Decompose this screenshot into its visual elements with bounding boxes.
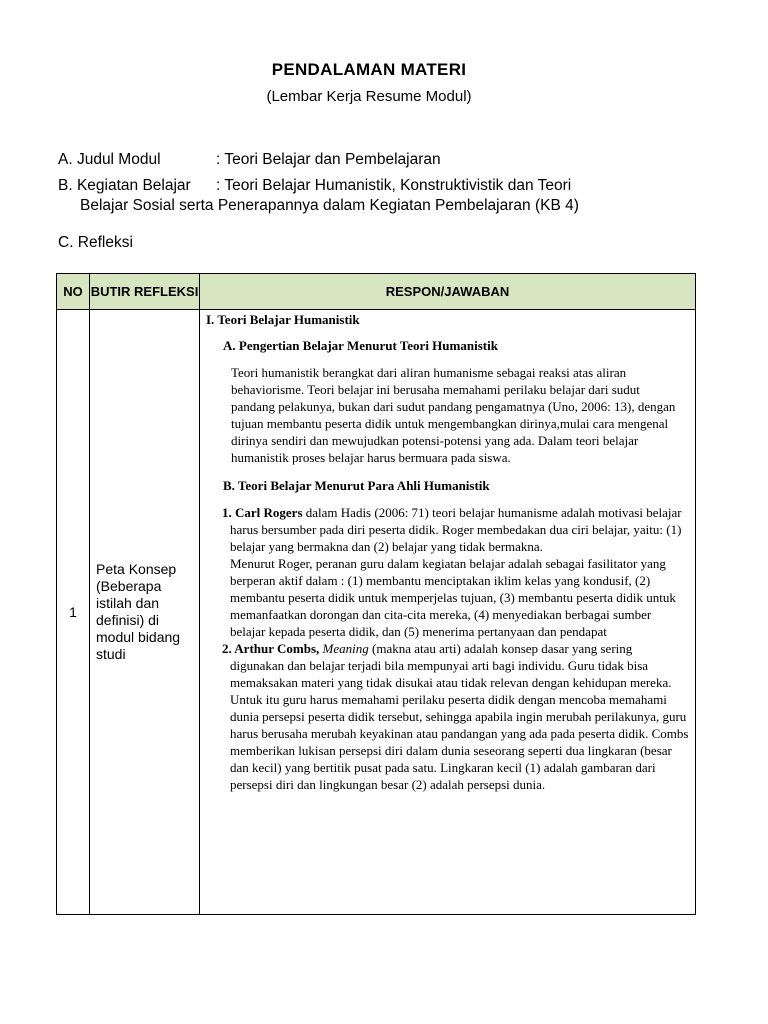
section-heading: I. Teori Belajar Humanistik bbox=[206, 312, 360, 327]
learning-activity-line bbox=[58, 176, 579, 216]
header-no: NO bbox=[57, 274, 90, 310]
subsection-a-text: Teori humanistik berangkat dari aliran humanisme sebagai reaksi atas aliran behaviorisme. Teori belajar ini berusaha memahami perilaku belajar dari sudut pandang pelakunya, bukan dari sudut pandang pengamatnya (Uno, 2006: 13), dengan tujuan membantu peserta didik untuk mengembangkan dirinya,mulai cara mengenal dirinya sendiri dan mewujudkan potensi-potensi yang ada. Dalam teori belajar humanistik proses belajar harus bermuara pada siswa. bbox=[231, 365, 676, 465]
row-number: 1 bbox=[57, 310, 90, 915]
list-item bbox=[222, 504, 689, 555]
expert-text: (makna atau arti) adalah konsep dasar yang sering digunakan dan belajar terjadi bila mempunyai arti bagi individu. Guru tidak bisa memaksakan materi yang tidak disukai atau tidak relevan dengan kehidupan mereka. Untuk itu guru harus memahami perilaku peserta didik dengan mencoba memahami dunia persepsi peserta didik tersebut, sehingga apabila ingin merubah perilakunya, guru harus berusaha merubah keyakinan atau pandangan yang ada pada peserta didik. Combs memberikan lukisan persepsi diri dalam dunia seseorang seperti dua lingkaran (besar dan kecil) yang bertitik pusat pada satu. Lingkaran kecil (1) adalah gambaran dari persepsi diri dan lingkungan besar (2) adalah persepsi dunia. bbox=[230, 641, 689, 792]
module-title-value: : Teori Belajar dan Pembelajaran bbox=[216, 151, 441, 168]
table-row bbox=[57, 310, 696, 915]
expert-term: Meaning bbox=[322, 641, 369, 656]
page-subtitle: (Lembar Kerja Resume Modul) bbox=[266, 88, 472, 105]
expert-text-continued: Menurut Roger, peranan guru dalam kegiatan belajar adalah sebagai fasilitator yang berperan aktif dalam : (1) membantu menciptakan iklim kelas yang kondusif, (2) membantu peserta didik untuk memperjelas tujuan, (3) membantu peserta didik untuk memanfaatkan dorongan dan cita-cita mereka, (4) menyediakan berbagai sumber belajar kepada peserta didik, dan (5) menerima pertanyaan dan pendapat bbox=[230, 556, 676, 639]
header-butir: BUTIR REFLEKSI bbox=[90, 274, 200, 310]
page-title: PENDALAMAN MATERI bbox=[271, 60, 467, 79]
subsection-b-heading: B. Teori Belajar Menurut Para Ahli Humanistik bbox=[223, 478, 490, 493]
experts-list bbox=[222, 504, 689, 793]
expert-name: 2. Arthur Combs, bbox=[222, 641, 320, 656]
reflection-label: C. Refleksi bbox=[58, 234, 133, 251]
module-title-label: A. Judul Modul bbox=[58, 151, 161, 168]
table-header-row bbox=[57, 274, 696, 310]
row-response bbox=[200, 310, 696, 915]
header-respon: RESPON/JAWABAN bbox=[200, 274, 696, 310]
learning-activity-value-cont: Belajar Sosial serta Penerapannya dalam Kegiatan Pembelajaran (KB 4) bbox=[80, 197, 579, 214]
learning-activity-label: B. Kegiatan Belajar bbox=[58, 177, 191, 194]
reflection-table bbox=[56, 273, 696, 915]
expert-text: dalam Hadis (2006: 71) teori belajar humanisme adalah motivasi belajar harus bersumber pada diri peserta didik. Roger membedakan dua ciri belajar, yaitu: (1) belajar yang bermakna dan (2) belajar yang tidak bermakna. bbox=[230, 505, 682, 554]
subsection-a-heading: A. Pengertian Belajar Menurut Teori Humanistik bbox=[223, 338, 498, 353]
row-butir: Peta Konsep (Beberapa istilah dan definisi) di modul bidang studi bbox=[90, 310, 200, 915]
module-title-line bbox=[58, 150, 441, 170]
learning-activity-value: : Teori Belajar Humanistik, Konstruktivistik dan Teori bbox=[216, 177, 572, 194]
list-item bbox=[222, 640, 689, 793]
expert-name: 1. Carl Rogers bbox=[222, 505, 303, 520]
